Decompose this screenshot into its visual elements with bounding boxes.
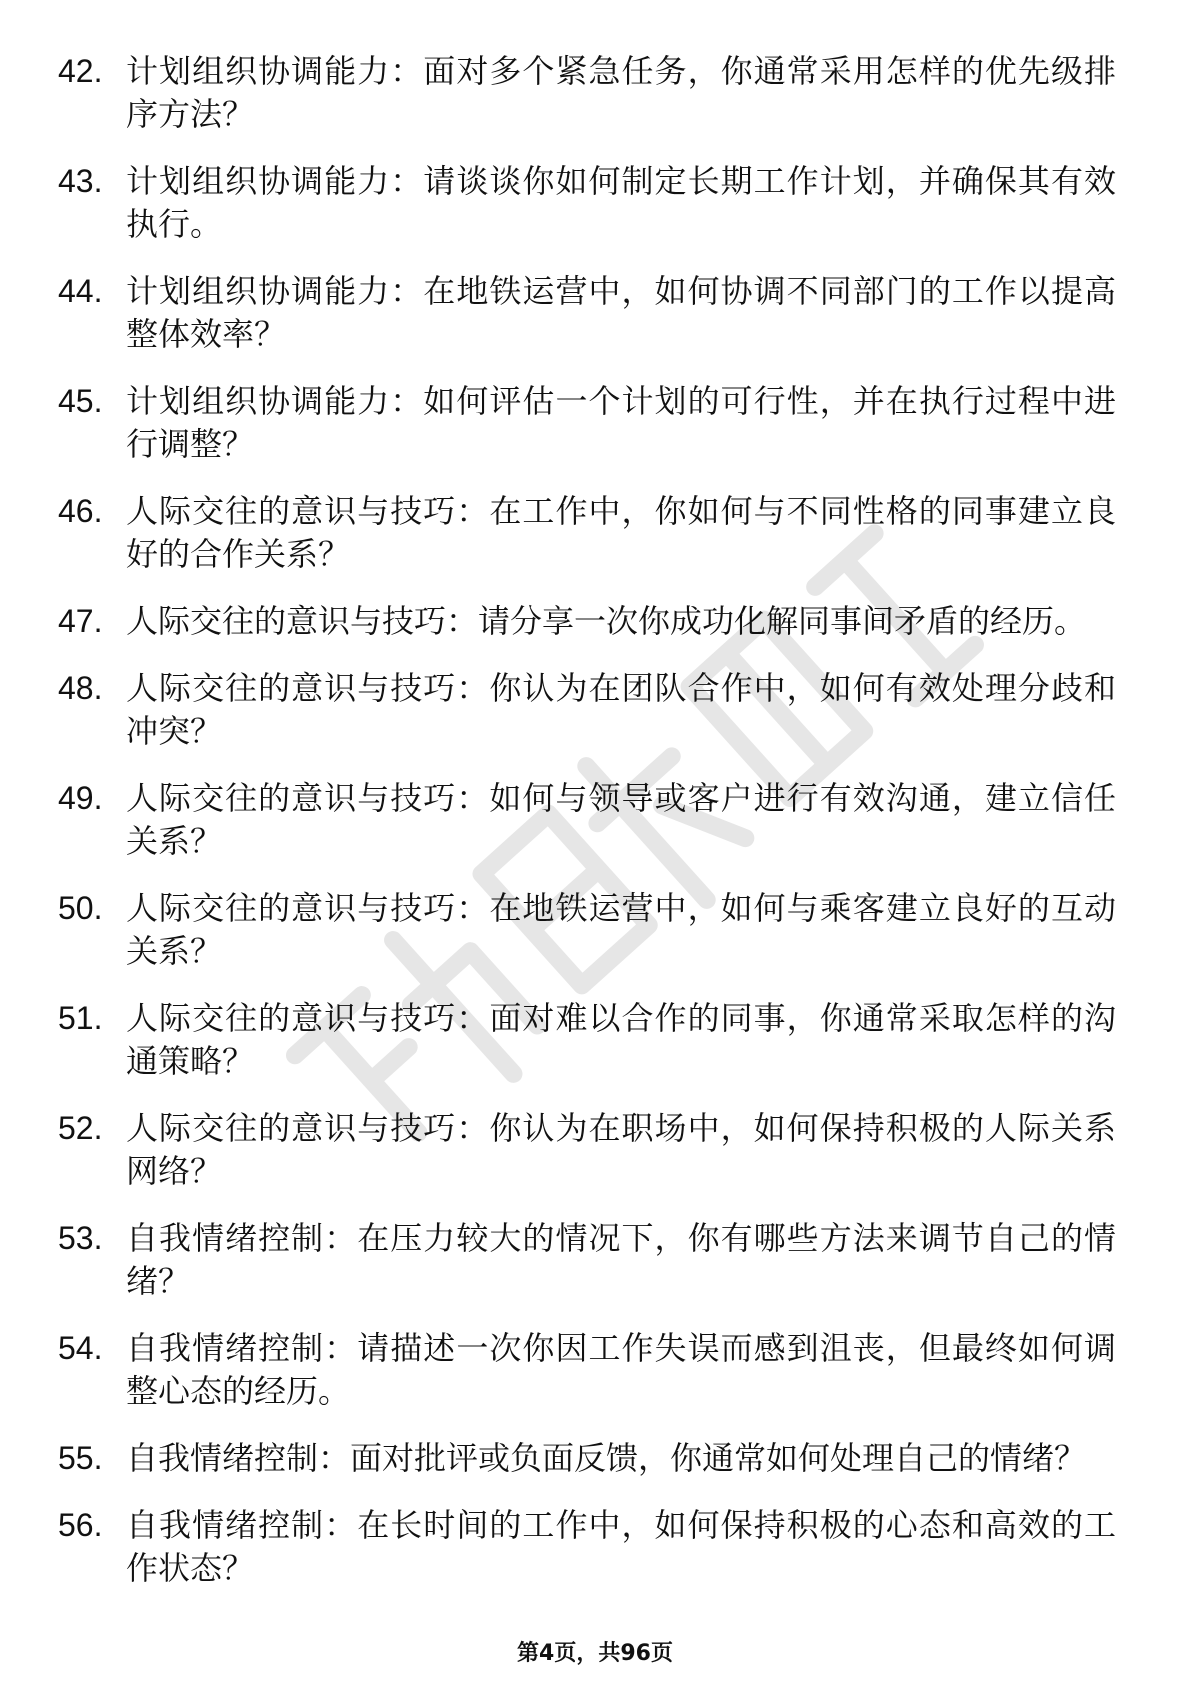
question-text: 自我情绪控制：请描述一次你因工作失误而感到沮丧，但最终如何调整心态的经历。 (126, 1329, 1116, 1410)
question-text: 人际交往的意识与技巧：请分享一次你成功化解同事间矛盾的经历。 (126, 602, 1087, 640)
question-text: 计划组织协调能力：面对多个紧急任务，你通常采用怎样的优先级排序方法？ (126, 52, 1116, 133)
question-number: 54. (58, 1330, 103, 1366)
question-item (58, 1107, 1138, 1193)
question-item (58, 1217, 1138, 1303)
question-text: 人际交往的意识与技巧：你认为在职场中，如何保持积极的人际关系网络？ (126, 1109, 1116, 1190)
question-text: 人际交往的意识与技巧：如何与领导或客户进行有效沟通，建立信任关系？ (126, 779, 1116, 860)
question-number: 49. (58, 780, 103, 816)
question-item (58, 777, 1138, 863)
question-text: 自我情绪控制：在压力较大的情况下，你有哪些方法来调节自己的情绪？ (126, 1219, 1116, 1300)
question-text: 计划组织协调能力：如何评估一个计划的可行性，并在执行过程中进行调整？ (126, 382, 1116, 463)
question-number: 47. (58, 603, 103, 639)
question-item (58, 997, 1138, 1083)
question-item (58, 490, 1138, 576)
question-number: 50. (58, 890, 103, 926)
question-item (58, 667, 1138, 753)
question-item (58, 887, 1138, 973)
question-item (58, 1327, 1138, 1413)
question-text: 人际交往的意识与技巧：在工作中，你如何与不同性格的同事建立良好的合作关系？ (126, 492, 1116, 573)
question-number: 42. (58, 53, 103, 89)
question-number: 52. (58, 1110, 103, 1146)
question-number: 51. (58, 1000, 103, 1036)
question-text: 人际交往的意识与技巧：你认为在团队合作中，如何有效处理分歧和冲突？ (126, 669, 1116, 750)
question-number: 46. (58, 493, 103, 529)
question-text: 自我情绪控制：在长时间的工作中，如何保持积极的心态和高效的工作状态？ (126, 1506, 1116, 1587)
question-text: 人际交往的意识与技巧：面对难以合作的同事，你通常采取怎样的沟通策略？ (126, 999, 1116, 1080)
question-item (58, 50, 1138, 136)
page-number: 第4页，共96页 (517, 1641, 673, 1666)
question-number: 53. (58, 1220, 103, 1256)
question-text: 计划组织协调能力：请谈谈你如何制定长期工作计划，并确保其有效执行。 (126, 162, 1116, 243)
question-text: 人际交往的意识与技巧：在地铁运营中，如何与乘客建立良好的互动关系？ (126, 889, 1116, 970)
question-number: 48. (58, 670, 103, 706)
question-item (58, 600, 1138, 643)
question-item (58, 380, 1138, 466)
question-item (58, 1504, 1138, 1590)
question-number: 55. (58, 1440, 103, 1476)
question-text: 计划组织协调能力：在地铁运营中，如何协调不同部门的工作以提高整体效率？ (126, 272, 1116, 353)
question-number: 43. (58, 163, 103, 199)
question-text: 自我情绪控制：面对批评或负面反馈，你通常如何处理自己的情绪？ (126, 1439, 1087, 1477)
question-list (58, 50, 1138, 1614)
question-item (58, 160, 1138, 246)
question-number: 45. (58, 383, 103, 419)
question-item (58, 1437, 1138, 1480)
question-item (58, 270, 1138, 356)
question-number: 56. (58, 1507, 103, 1543)
question-number: 44. (58, 273, 103, 309)
